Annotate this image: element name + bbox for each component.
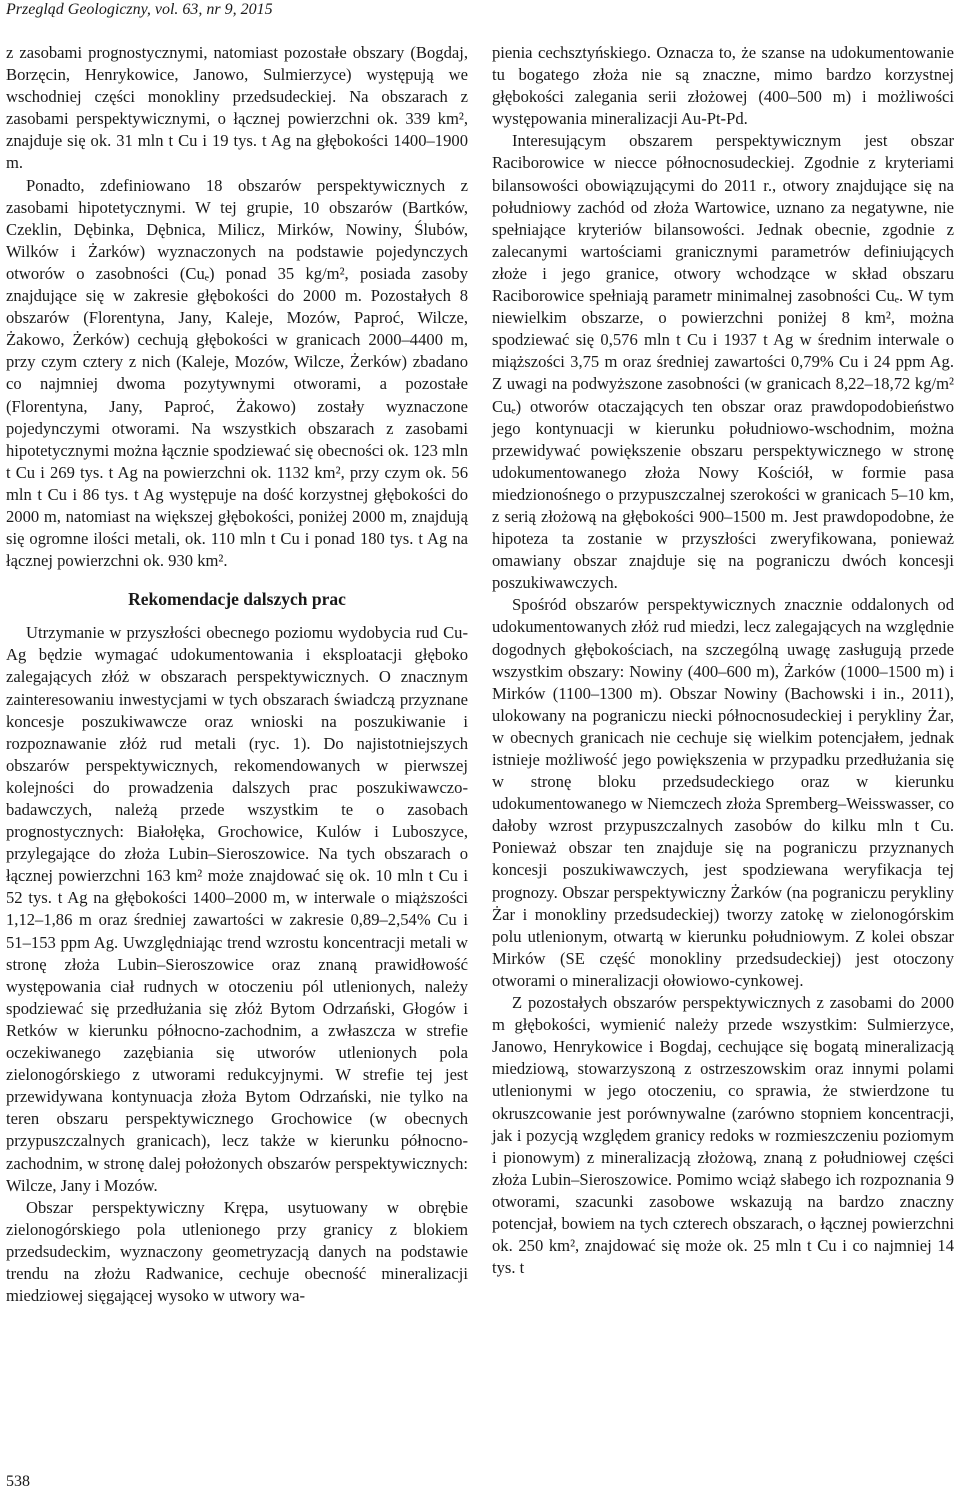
section-heading: Rekomendacje dalszych prac — [128, 589, 346, 610]
paragraph: Utrzymanie w przyszłości obecnego poziomu wydobycia rud Cu-Ag będzie wymagać udokumentowania i eksploatacji głęboko zalegających złóż w obszarach perspektywicznych. O znacznym zainteresowaniu inwestycjami w tych obszarach świadczą przyznane koncesje poszukiwawcze oraz wnioski na poszukiwanie i rozpoznawanie złóż rud metali (ryc. 1). Do najistotniejszych obszarów perspektywicznych, rekomendowanych w pierwszej kolejności do prowadzenia dalszych prac poszukiwawczo-badawczych, należą przede wszystkim te o zasobach prognostycznych: Białołęka, Grochowice, Kulów i Luboszyce, przylegające do złoża Lubin–Sieroszowice. Na tych obszarach o łącznej powierzchni 163 km² może znajdować się ok. 10 mln t Cu i 52 tys. t Ag na głębokości 1400–2000 m, w interwale o miąższości 1,12–1,86 m oraz średniej zawartości w zakresie 0,89–2,54% Cu i 51–153 ppm Ag. Uwzględniając trend wzrostu koncentracji metali w stronę złoża Lubin–Sieroszowice oraz znaną prawidłowość występowania ciał rudnych w otoczeniu pól utlenionych, należy spodziewać się przedłużania się złóż Bytom Odrzański, Głogów i Retków w kierunku północno-zachodnim, a zwłaszcza w strefie oczekiwanego zazębiania się utworów utlenionych pola zielonogórskiego z utworami redukcyjnymi. W strefie tej jest przewidywana kontynuacja złoża Bytom Odrzański, nie tylko na teren obszaru perspektywicznego Grochowice (w obecnych przypuszczalnych granicach), lecz także w kierunku północno-zachodnim, w stronę dalej położonych obszarów perspektywicznych: Wilcze, Jany i Mozów. — [6, 623, 468, 1195]
page-number: 538 — [6, 1473, 30, 1490]
left-column — [6, 42, 468, 1307]
paragraph: z zasobami prognostycznymi, natomiast pozostałe obszary (Bogdaj, Borzęcin, Henrykowice, Janowo, Sulmierzyce) występują we wschodniej części monokliny przedsudeckiej. Na obszarach z zasobami perspektywicznymi, o łącznej powierzchni ok. 339 km², znajduje się ok. 31 mln t Cu i 19 tys. t Ag na głębokości 1400–1900 m. — [6, 43, 468, 173]
paragraph: Spośród obszarów perspektywicznych znacznie oddalonych od udokumentowanych złóż rud miedzi, lecz zalegających na względnie dogodnych głębokościach, na szczególną uwagę zasługują przede wszystkim obszary: Nowiny (400–600 m), Żarków (1000–1500 m) i Mirków (1100–1300 m). Obszar Nowiny (Bachowski i in., 2011), ulokowany na pograniczu niecki północnosudeckiej i perykliny Żar, w obecnych granicach nie cechuje się wielkim potencjałem, jednak istnieje możliwość jego powiększenia w przypadku przedłużania się w stronę bloku przedsudeckiego oraz w kierunku udokumentowanego w Niemczech złoża Spremberg–Weisswasser, co dałoby wzrost przypuszczalnych zasobów do kilku mln t Cu. Ponieważ obszar ten znajduje się na pograniczu przyznanych koncesji poszukiwawczych, jest spodziewana weryfikacja tej prognozy. Obszar perspektywiczny Żarków (na pograniczu perykliny Żar i monokliny przedsudeckiej) tworzy zatokę w zielonogórskim polu utlenionym, otwartą w kierunku południowym. Z kolei obszar Mirków (SE część monokliny przedsudeckiej) jest otoczony otworami o mineralizacji ołowiowo-cynkowej. — [492, 595, 954, 990]
paragraph: Ponadto, zdefiniowano 18 obszarów perspektywicznych z zasobami hipotetycznymi. W tej grupie, 10 obszarów (Bartków, Czeklin, Dębinka, Dębnica, Milicz, Mirków, Nowiny, Ślubów, Wilków i Żarków) wyznaczonych na podstawie pojedynczych otworów o zasobności (Cuₑ) ponad 35 kg/m², posiada zasoby znajdujące się w zakresie głębokości do 2000 m. Pozostałych 8 obszarów (Florentyna, Jany, Kaleje, Mozów, Paproć, Wilcze, Żakowo, Żerków) cechują głębokości w granicach 2000–4400 m, przy czym cztery z nich (Kaleje, Mozów, Wilcze, Żerków) zbadano co najmniej dwoma pozytywnymi otworami, a pozostałe (Florentyna, Jany, Paproć, Żakowo) zostały wyznaczone pojedynczymi otworami. Na wszystkich obszarach z zasobami hipotetycznymi można łącznie spodziewać się obecności ok. 123 mln t Cu i 269 tys. t Ag na powierzchni ok. 1132 km², przy czym ok. 56 mln t Cu i 86 tys. t Ag występuje na dość korzystnej głębokości do 2000 m, natomiast na większej głębokości, poniżej 2000 m, znajdują się ogromne ilości metali, ok. 110 mln t Cu i ponad 180 tys. t Ag na łącznej powierzchni ok. 930 km². — [6, 175, 468, 571]
right-column — [492, 42, 954, 1279]
paragraph: Interesującym obszarem perspektywicznym jest obszar Raciborowice w niecce północnosudeckiej. Zgodnie z kryteriami bilansowości obowiązującymi do 2011 r., otwory znajdujące się na południowy zachód od złoża Wartowice, uznano za negatywne, nie spełniające kryteriów bilansowości. Jednak obecnie, zgodnie z zalecanymi wartościami granicznymi parametrów definiujących złoże i jego granice, otwory wchodzące w skład obszaru Raciborowice spełniają parametr minimalnej zasobności Cuₑ. W tym niewielkim obszarze, o powierzchni poniżej 8 km², można spodziewać się 0,576 mln t Cu i 1937 t Ag w średnim interwale o miąższości 3,75 m oraz średniej zawartości 0,79% Cu i 24 ppm Ag. Z uwagi na podwyższone zasobności (w granicach 8,22–18,72 kg/m² Cuₑ) otworów otaczających ten obszar oraz prawdopodobieństwo jego kontynuacji w kierunku południowo-wschodnim, można przewidywać powiększenie obszaru perspektywicznego w stronę udokumentowanego złoża Nowy Kościół, w formie pasa miedzionośnego o przypuszczalnej szerokości w granicach 5–10 km, z serią złożową na głębokości 900–1500 m. Jest prawdopodobne, że hipoteza ta zostanie w przyszłości zweryfikowana, ponieważ omawiany obszar znajduje się na pograniczu dwóch koncesji poszukiwawczych. — [492, 131, 954, 593]
running-header: Przegląd Geologiczny, vol. 63, nr 9, 2015 — [6, 1, 273, 18]
paragraph: Z pozostałych obszarów perspektywicznych z zasobami do 2000 m głębokości, wymienić należy przede wszystkim: Sulmierzyce, Janowo, Henrykowice i Bogdaj, cechujące się bogatą mineralizacją miedziową, stowarzyszoną z ostrzeszowskim oraz innymi polami utlenionymi w jego otoczeniu, co sprawia, że stwierdzone tu okruszcowanie jest porównywalne (zarówno stopniem koncentracji, jak i pozycją względem granicy redoks w rozmieszczeniu poziomym i pionowym) z mineralizacją złożową, znaną z południowej części złoża Lubin–Sieroszowice. Pomimo wciąż słabego ich rozpoznania 9 otworami, szacunki zasobowe wskazują na bardzo znaczny potencjał, bowiem na tych czterech obszarach, o łącznej powierzchni ok. 250 km², znajdować się może ok. 25 mln t Cu i co najmniej 14 tys. t — [492, 993, 954, 1278]
paragraph: pienia cechsztyńskiego. Oznacza to, że szanse na udokumentowanie tu bogatego złoża nie są znaczne, mimo bardzo korzystnej głębokości zalegania serii złożowej (400–500 m) i możliwości występowania mineralizacji Au-Pt-Pd. — [492, 43, 954, 129]
paragraph: Obszar perspektywiczny Krępa, usytuowany w obrębie zielonogórskiego pola utlenionego przy granicy z blokiem przedsudeckim, wyznaczony geometryzacją danych na podstawie trendu na złożu Radwanice, cechuje obecność mineralizacji miedziowej sięgającej wysoko w utwory wa- — [6, 1197, 468, 1306]
